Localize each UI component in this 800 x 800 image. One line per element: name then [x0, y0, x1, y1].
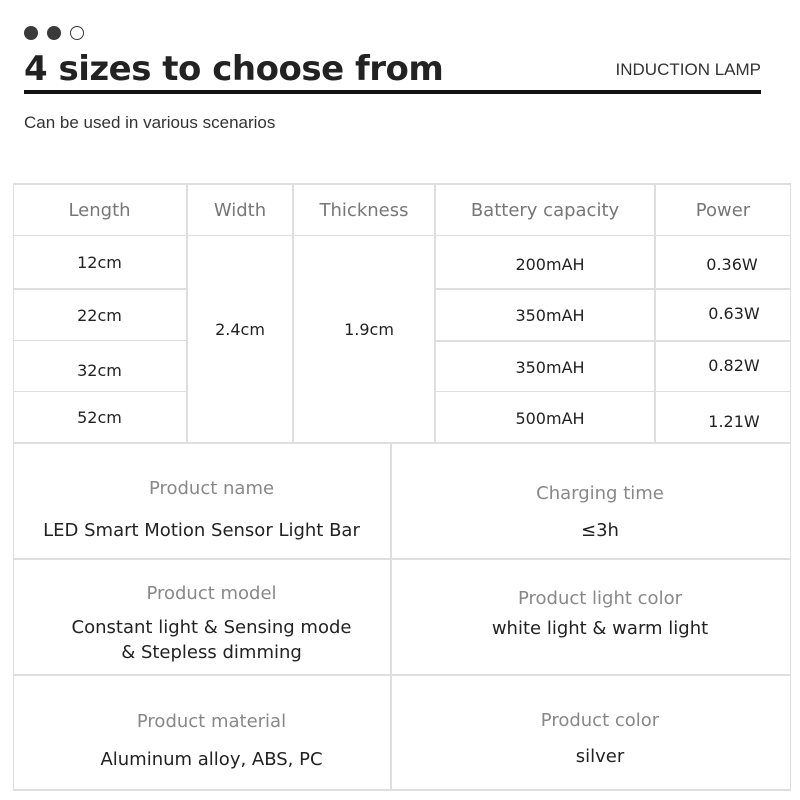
product-model-label: Product model	[146, 583, 277, 604]
length-cell: 52cm	[77, 407, 122, 427]
column-header-battery: Battery capacity	[470, 199, 620, 221]
subtitle: Can be used in various scenarios	[24, 113, 276, 132]
battery-cell: 500mAH	[515, 408, 585, 428]
length-cell: 12cm	[77, 252, 122, 272]
battery-cell: 200mAH	[515, 254, 585, 274]
product-material-value: Aluminum alloy, ABS, PC	[100, 749, 323, 770]
column-header-thickness: Thickness	[319, 199, 409, 221]
length-cell: 32cm	[77, 360, 122, 380]
column-header-length: Length	[68, 199, 131, 221]
width-cell: 2.4cm	[215, 319, 265, 339]
title-divider	[24, 90, 761, 94]
light-color-value: white light & warm light	[491, 618, 709, 639]
power-cell: 1.21W	[708, 411, 760, 431]
product-material-label: Product material	[136, 711, 287, 732]
page-title: 4 sizes to choose from	[24, 49, 444, 89]
product-model-value-line2: & Stepless dimming	[121, 642, 302, 663]
column-header-width: Width	[213, 199, 267, 221]
category-tag: INDUCTION LAMP	[615, 60, 761, 79]
length-cell: 22cm	[77, 305, 122, 325]
charging-time-value: ≤3h	[581, 520, 619, 541]
charging-time-label: Charging time	[536, 483, 664, 504]
battery-cell: 350mAH	[515, 305, 585, 325]
pagination-dots	[24, 26, 84, 40]
power-cell: 0.82W	[708, 355, 760, 375]
column-header-power: Power	[695, 199, 751, 221]
product-name-value: LED Smart Motion Sensor Light Bar	[43, 520, 360, 541]
light-color-label: Product light color	[517, 588, 682, 609]
product-color-label: Product color	[540, 710, 660, 731]
dot-icon	[70, 26, 84, 40]
thickness-cell: 1.9cm	[344, 319, 394, 339]
power-cell: 0.63W	[708, 303, 760, 323]
product-color-value: silver	[575, 746, 625, 767]
dot-icon	[47, 26, 61, 40]
battery-cell: 350mAH	[515, 357, 585, 377]
dot-icon	[24, 26, 38, 40]
power-cell: 0.36W	[706, 254, 758, 274]
product-model-value-line1: Constant light & Sensing mode	[71, 617, 352, 638]
product-name-label: Product name	[148, 478, 275, 499]
